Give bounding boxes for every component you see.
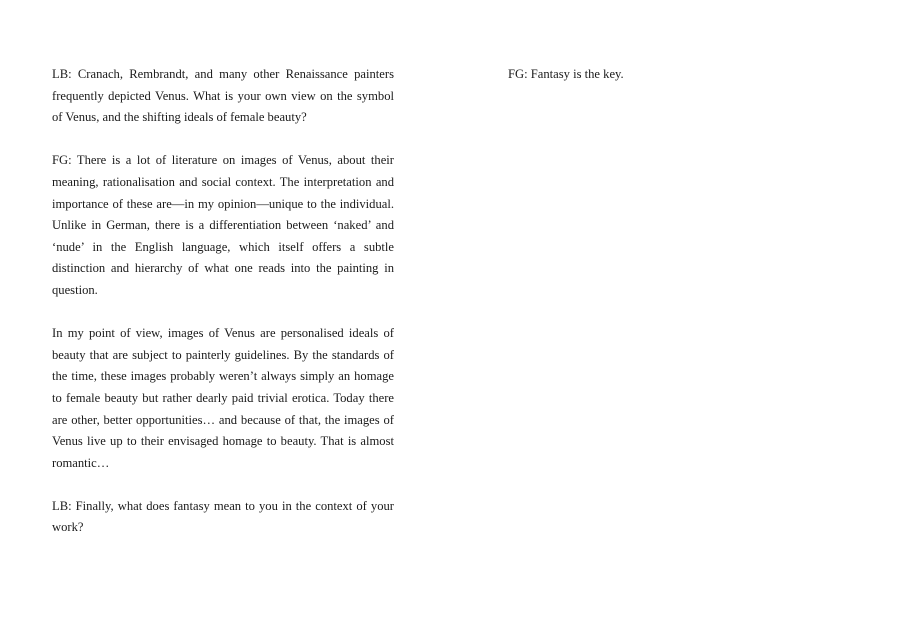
answer-personalised-ideals-paragraph: In my point of view, images of Venus are personalised ideals of beauty that are subject to painterly guidelines. By the standards of the time, these images probably weren’t always simply an homage to female beauty but rather dearly paid trivial erotica. Today there are other, better opportunities… and because of that, the images of Venus live up to their envisaged homage to beauty. That is almost romantic… xyxy=(52,326,394,470)
right-text-column xyxy=(508,64,848,86)
left-text-column xyxy=(52,64,394,561)
question-fantasy-paragraph: LB: Finally, what does fantasy mean to you in the context of your work? xyxy=(52,498,394,535)
question-venus-paragraph: LB: Cranach, Rembrandt, and many other Renaissance painters frequently depicted Venus. What is your own view on the symbol of Venus, and the shifting ideals of female beauty? xyxy=(52,67,394,125)
answer-literature-paragraph: FG: There is a lot of literature on images of Venus, about their meaning, rationalisation and social context. The interpretation and importance of these are—in my opinion—unique to the individual. Unlike in German, there is a differentiation between ‘naked’ and ‘nude’ in the English language, which itself offers a subtle distinction and hierarchy of what one reads into the painting in question. xyxy=(52,153,394,297)
answer-fantasy-paragraph: FG: Fantasy is the key. xyxy=(508,67,624,81)
